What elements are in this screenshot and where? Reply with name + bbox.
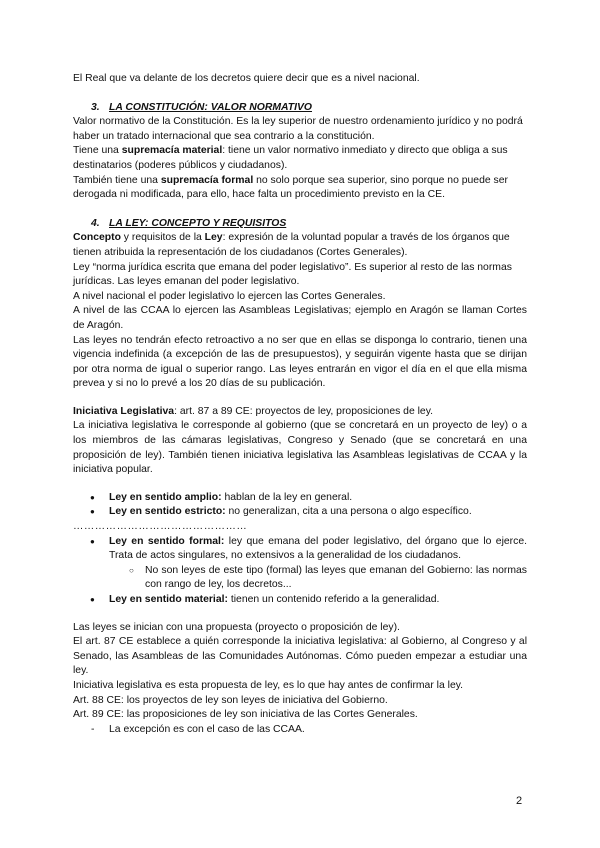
spacer	[73, 608, 527, 621]
closing-paragraph-5: Art. 89 CE: las proposiciones de ley son iniciativa de las Cortes Generales.	[73, 709, 418, 721]
section-3-paragraph-2	[73, 144, 527, 173]
bold-term: Ley en sentido material:	[109, 594, 228, 605]
list-item	[73, 593, 527, 608]
list-item	[73, 505, 527, 520]
text-run: y requisitos de la	[120, 232, 205, 244]
text-run: Tiene una	[73, 145, 122, 157]
section-3-paragraph-3	[73, 174, 527, 203]
text-run: : expresión de la voluntad popular a través de los órganos que tienen atribuida la representación de los ciudadanos (Cortes Generales).	[73, 232, 510, 258]
intro-paragraph: El Real que va delante de los decretos quiere decir que es a nivel nacional.	[73, 73, 420, 84]
section-4-paragraph-5: Las leyes no tendrán efecto retroactivo a no ser que en ellas se disponga lo contrario, tienen una vigencia indefinida (a excepción de las de presupuestos), y seguirán vigente hasta que se dirijan por otra norma de igual o superior rango. Las leyes entrarán en vigor el día en el que ella misma prevea y si no lo prevé a los 20 días de su publicación.	[73, 334, 527, 390]
section-4-paragraph-2: Ley “norma jurídica escrita que emana del poder legislativo”. Es superior al resto de las normas jurídicas. Las leyes emanan del poder legislativo.	[73, 261, 512, 288]
section-3-heading	[91, 101, 527, 116]
document-page	[73, 72, 527, 737]
bold-term: Ley	[204, 232, 223, 244]
iniciativa-paragraph: La iniciativa legislativa le corresponde al gobierno (que se concretará en un proyecto de ley) o a los miembros de las cámaras legislativas, Congreso y Senado (que se concretará en una proposición de ley). También tienen iniciativa legislativa las Asambleas legislativas de CCAA y la iniciativa popular.	[73, 420, 527, 476]
spacer	[73, 392, 527, 405]
bold-term: Ley en sentido estricto:	[109, 506, 226, 518]
closing-paragraph-4: Art. 88 CE: los proyectos de ley son leyes de iniciativa del Gobierno.	[73, 694, 388, 706]
page-number: 2	[516, 795, 523, 807]
bold-term: supremacía material	[121, 145, 223, 157]
spacer	[73, 478, 527, 491]
section-3-number: 3.	[91, 101, 100, 113]
dotted-separator: …………………………………………	[73, 521, 248, 533]
bullet-list-3	[73, 593, 527, 608]
list-item	[73, 535, 527, 564]
iniciativa-heading	[73, 405, 527, 420]
bullet-list-2	[73, 535, 527, 564]
list-item	[73, 491, 527, 506]
closing-paragraph-3: Iniciativa legislativa es esta propuesta de ley, es lo que hay antes de confirmar la ley.	[73, 679, 464, 691]
section-4-number: 4.	[91, 217, 100, 229]
section-4-heading	[91, 217, 527, 232]
section-4-paragraph-3: A nivel nacional el poder legislativo lo ejercen las Cortes Generales.	[73, 290, 386, 302]
bold-term: Ley en sentido formal:	[109, 535, 225, 547]
bold-term: Iniciativa Legislativa	[73, 405, 175, 417]
text-run: hablan de la ley en general.	[221, 491, 353, 503]
section-4-paragraph-1	[73, 231, 527, 260]
list-item: ○ No son leyes de este tipo (formal) las leyes que emanan del Gobierno: las normas con rango de ley, los decretos...	[73, 564, 527, 593]
sub-bullet-list	[73, 564, 527, 593]
text-run: También tiene una	[73, 174, 161, 186]
section-3-paragraph-1: Valor normativo de la Constitución. Es la ley superior de nuestro ordenamiento jurídico y no podrá haber un tratado internacional que sea contrario a la constitución.	[73, 116, 523, 142]
bold-term: supremacía formal	[160, 174, 254, 186]
text-run: : art. 87 a 89 CE: proyectos de ley, proposiciones de ley.	[174, 405, 434, 417]
bullet-list-1	[73, 491, 527, 520]
section-3-title: LA CONSTITUCIÓN: VALOR NORMATIVO	[109, 101, 312, 113]
bold-term: Ley en sentido amplio:	[109, 491, 222, 503]
text-run: tienen un contenido referido a la generalidad.	[227, 594, 440, 605]
text-run: ley que emana del poder legislativo, del órgano que lo ejerce. Trata de actos singulares, no extensivos a la generalidad de los ciudadanos.	[109, 535, 527, 562]
dash-list-item: - La excepción es con el caso de las CCAA.	[73, 723, 527, 738]
closing-paragraph-2: El art. 87 CE establece a quién corresponde la iniciativa legislativa: al Gobierno, al Congreso y al Senado, las Asambleas de las Comunidades Autónomas. Cómo pueden empezar a estudiar una ley.	[73, 636, 527, 677]
text-run: no solo porque sea superior, sino porque no puede ser derogada ni modificada, para ello, hace falta un procedimiento previsto en la CE.	[73, 174, 508, 201]
section-4-paragraph-4: A nivel de las CCAA lo ejercen las Asambleas Legislativas; ejemplo en Aragón se llaman Cortes de Aragón.	[73, 305, 527, 331]
bold-term: Concepto	[73, 232, 121, 244]
text-run: : tiene un valor normativo inmediato y directo que obliga a sus destinatarios (poderes públicos y ciudadanos).	[73, 145, 508, 171]
closing-paragraph-1: Las leyes se inician con una propuesta (proyecto o proposición de ley).	[73, 621, 400, 633]
section-4-title: LA LEY: CONCEPTO Y REQUISITOS	[109, 217, 287, 229]
text-run: no generalizan, cita a una persona o algo específico.	[225, 506, 472, 518]
